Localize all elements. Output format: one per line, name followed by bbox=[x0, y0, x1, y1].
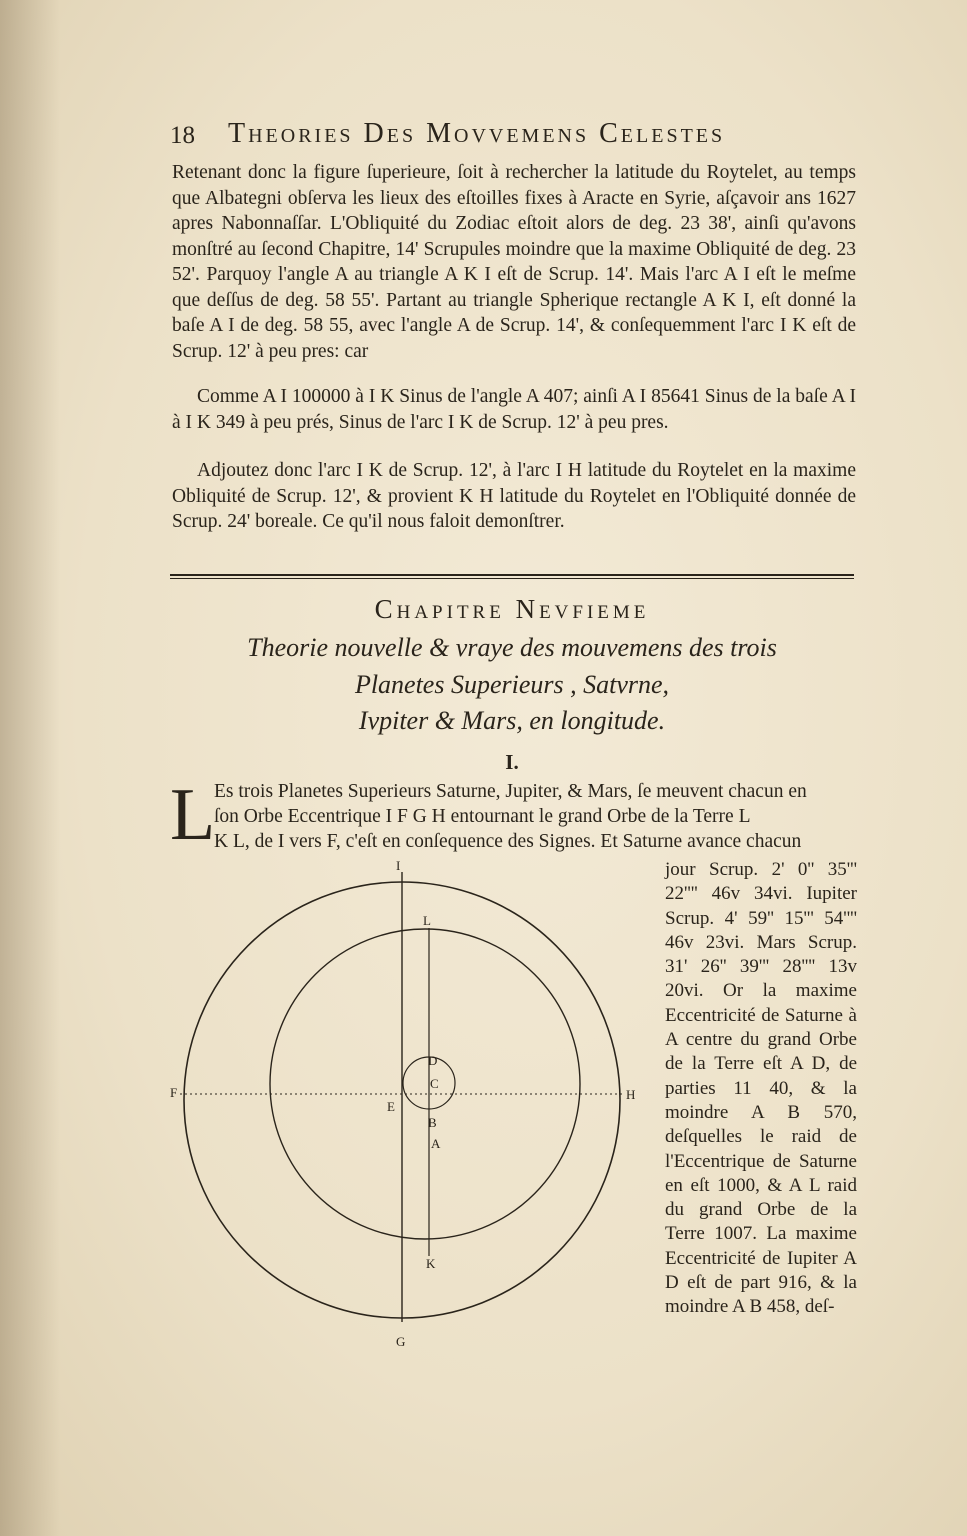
body-line-3: K L, de I vers F, c'eſt en conſequence des Signes. Et Saturne avance chacun bbox=[214, 831, 802, 852]
label-G: G bbox=[396, 1334, 406, 1349]
paragraph-1: Retenant donc la figure ſuperieure, ſoit à rechercher la latitude du Roytelet, au temps que Albategni obſerva les lieux des eſtoilles fixes à Aracte en Syrie, aſçavoir ans 1627 apres Nabonnaſſar. L'Obliquité du Zodiac eſtoit alors de deg. 23 38', ainſi qu'avons monſtré au ſecond Chapitre, 14' Scrupules moindre que la maxime Obliquité de deg. 23 52'. Parquoy l'angle A au triangle A K I eſt de Scrup. 14'. Mais l'arc A I eſt le meſme que deſſus de deg. 58 55'. Partant au triangle Spherique rectangle A K I, eſt donné la baſe A I de deg. 58 55, avec l'angle A de Scrup. 14', & conſequemment l'arc I K eſt de Scrup. 12' à peu pres: car bbox=[172, 162, 856, 362]
label-C: C bbox=[430, 1076, 439, 1091]
side-column-text bbox=[665, 858, 857, 1320]
eccentric-orbit-diagram bbox=[150, 850, 660, 1370]
chapter-title-line-2: Planetes Superieurs , Satvrne, bbox=[354, 670, 670, 699]
earth-great-orbit-circle bbox=[270, 929, 580, 1239]
chapter-title-line-1: Theorie nouvelle & vraye des mouvemens des trois bbox=[247, 633, 777, 662]
page-gutter-shadow bbox=[0, 0, 60, 1536]
label-A: A bbox=[431, 1136, 441, 1151]
page-number: 18 bbox=[170, 122, 195, 149]
section-rule bbox=[170, 574, 854, 576]
label-F: F bbox=[170, 1085, 178, 1100]
chapter-heading: Chapitre Nevfieme bbox=[374, 594, 650, 624]
section-number: I. bbox=[505, 750, 519, 774]
label-D: D bbox=[428, 1053, 438, 1068]
label-K: K bbox=[426, 1256, 436, 1271]
drop-cap: L bbox=[170, 774, 216, 856]
page-header bbox=[170, 118, 860, 158]
label-H: H bbox=[626, 1087, 636, 1102]
body-line-1: Es trois Planetes Superieurs Saturne, Jupiter, & Mars, ſe meuvent chacun en bbox=[214, 781, 807, 802]
side-paragraph: jour Scrup. 2' 0'' 35''' 22'''' 46v 34vi. Iupiter Scrup. 4' 59'' 15''' 54'''' 46v 23vi. Mars Scrup. 31' 26'' 39''' 28'''' 13v 20vi. Or la maxime Eccentricité de Saturne à A centre du grand Orbe de la Terre eſt A D, de parties 11 40, & la moindre A B 570, deſquelles le raid de l'Eccentrique de Saturne en eſt 1000, & A L raid du grand Orbe de la Terre 1007. La maxime Eccentricité de Iupiter A D eſt de part 916, & la moindre A B 458, deſ- bbox=[665, 859, 857, 1318]
paragraph-2: Comme A I 100000 à I K Sinus de l'angle A 407; ainſi A I 85641 Sinus de la baſe A I à I K 349 à peu prés, Sinus de l'arc I K de Scrup. 12' à peu pres. bbox=[172, 386, 856, 433]
label-E: E bbox=[387, 1099, 395, 1114]
label-I: I bbox=[396, 858, 401, 873]
running-title: Theories Des Movvemens Celestes bbox=[228, 118, 726, 149]
body-line-2: ſon Orbe Eccentrique I F G H entournant le grand Orbe de la Terre L bbox=[214, 806, 751, 827]
label-B: B bbox=[428, 1115, 437, 1130]
label-L: L bbox=[423, 913, 431, 928]
paragraph-3: Adjoutez donc l'arc I K de Scrup. 12', à l'arc I H latitude du Roytelet en la maxime Obliquité de Scrup. 12', & provient K H latitude du Roytelet en l'Obliquité donnée de Scrup. 24' boreale. Ce qu'il nous faloit demonſtrer. bbox=[172, 460, 856, 532]
chapter-title-line-3: Ivpiter & Mars, en longitude. bbox=[358, 706, 666, 735]
section-rule-thin bbox=[170, 578, 854, 579]
